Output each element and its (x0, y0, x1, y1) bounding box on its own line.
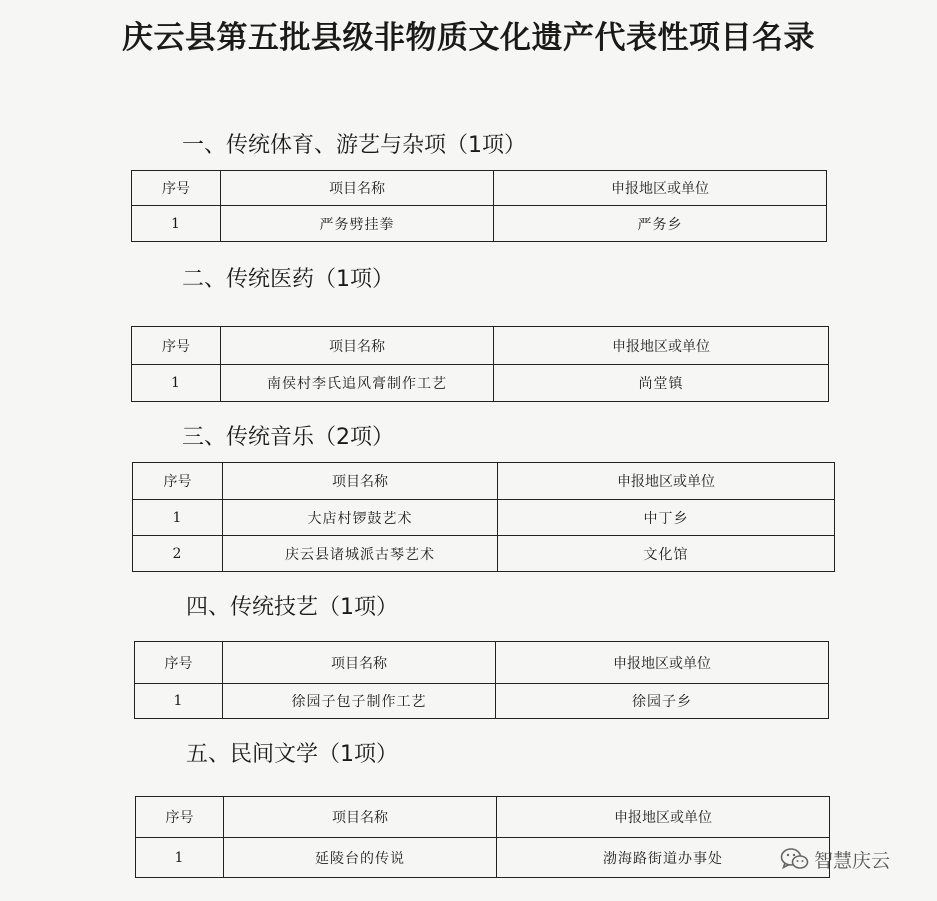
col-header-no: 序号 (132, 327, 221, 365)
section-heading: 四、传统技艺（1项） (186, 595, 398, 620)
col-header-name: 项目名称 (224, 797, 497, 838)
cell-no: 2 (133, 536, 223, 572)
cell-name: 徐园子包子制作工艺 (223, 684, 496, 719)
watermark (780, 846, 930, 872)
table-header-row (132, 171, 827, 206)
col-header-no: 序号 (135, 642, 223, 684)
col-header-no: 序号 (132, 171, 221, 206)
heritage-table (131, 326, 829, 402)
table-row (135, 684, 829, 719)
cell-name: 大店村锣鼓艺术 (223, 500, 498, 536)
table-row (133, 500, 835, 536)
cell-no: 1 (136, 838, 224, 878)
section-heading: 一、传统体育、游艺与杂项（1项） (182, 133, 526, 158)
cell-no: 1 (132, 365, 221, 402)
table-row (132, 365, 829, 402)
heritage-table (132, 462, 835, 572)
col-header-name: 项目名称 (223, 642, 496, 684)
cell-no: 1 (133, 500, 223, 536)
cell-no: 1 (132, 206, 221, 242)
col-header-no: 序号 (133, 463, 223, 500)
col-header-region: 申报地区或单位 (494, 327, 829, 365)
table-header-row (132, 327, 829, 365)
cell-region: 尚堂镇 (494, 365, 829, 402)
cell-name: 延陵台的传说 (224, 838, 497, 878)
cell-region: 文化馆 (498, 536, 835, 572)
cell-region: 中丁乡 (498, 500, 835, 536)
cell-region: 严务乡 (494, 206, 827, 242)
table-header-row (133, 463, 835, 500)
table-header-row (135, 642, 829, 684)
cell-no: 1 (135, 684, 223, 719)
section-heading: 五、民间文学（1项） (186, 742, 398, 767)
cell-region: 徐园子乡 (496, 684, 829, 719)
heritage-table (131, 170, 827, 242)
section-heading: 二、传统医药（1项） (182, 267, 394, 292)
table-row (132, 206, 827, 242)
col-header-name: 项目名称 (223, 463, 498, 500)
cell-name: 庆云县诸城派古琴艺术 (223, 536, 498, 572)
table-row (136, 838, 830, 878)
section-heading: 三、传统音乐（2项） (182, 425, 394, 450)
watermark-text: 智慧庆云 (814, 849, 891, 872)
col-header-name: 项目名称 (221, 327, 494, 365)
cell-region: 渤海路街道办事处 (497, 838, 830, 878)
table-header-row (136, 797, 830, 838)
page-title: 庆云县第五批县级非物质文化遗产代表性项目名录 (122, 20, 815, 56)
wechat-icon (780, 847, 810, 871)
col-header-region: 申报地区或单位 (496, 642, 829, 684)
heritage-table (135, 796, 830, 878)
cell-name: 严务劈挂拳 (221, 206, 494, 242)
col-header-name: 项目名称 (221, 171, 494, 206)
cell-name: 南侯村李氏追风膏制作工艺 (221, 365, 494, 402)
col-header-no: 序号 (136, 797, 224, 838)
col-header-region: 申报地区或单位 (494, 171, 827, 206)
col-header-region: 申报地区或单位 (498, 463, 835, 500)
table-row (133, 536, 835, 572)
heritage-table (134, 641, 829, 719)
col-header-region: 申报地区或单位 (497, 797, 830, 838)
